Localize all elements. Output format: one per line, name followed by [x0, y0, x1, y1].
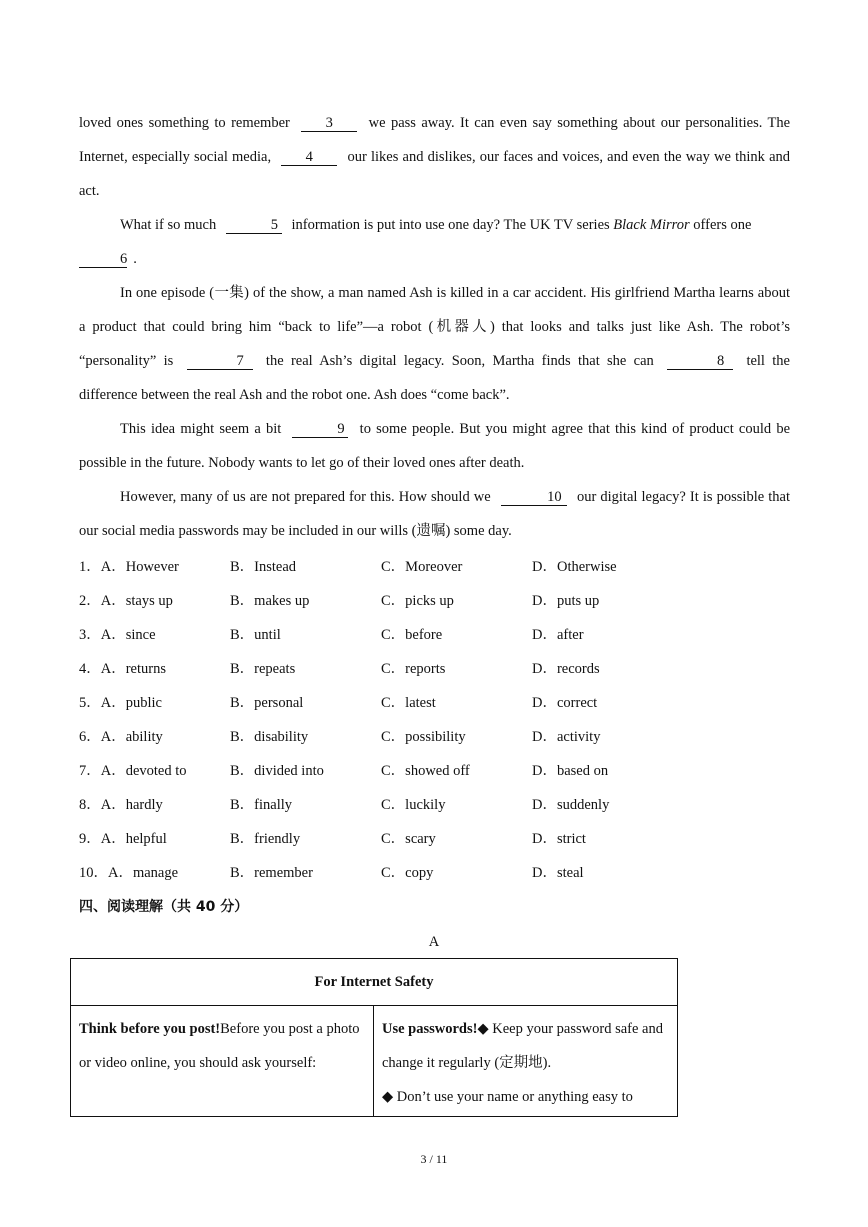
paragraph-5 [79, 480, 790, 548]
blank-5: 5 [226, 217, 282, 234]
option-b: B．divided into [230, 763, 324, 779]
blank-3: 3 [301, 115, 357, 132]
option-c: C．copy [381, 865, 434, 881]
option-row-7 [79, 754, 790, 788]
options-list [79, 550, 790, 890]
option-row-2 [79, 584, 790, 618]
text: our likes and dislikes, our faces and voices, and even the way we think and act. [79, 149, 791, 199]
cell-text: ◆ Don’t use your name or anything easy to [382, 1089, 633, 1105]
option-row-3 [79, 618, 790, 652]
option-d: D．after [532, 627, 584, 643]
text: In one episode (一集) of the show, a man named Ash is killed in a car accident. His girlfriend Martha learns about a product that could bring him “back to life”—a robot (机器人) that looks and talks just like Ash. The robot’s “personality” is [79, 285, 790, 369]
blank-4: 4 [281, 149, 337, 166]
option-b: B．remember [230, 865, 313, 881]
text: we pass away. It can even say something about our personalities. The Internet, especially social media, [79, 115, 791, 165]
option-d: D．puts up [532, 593, 600, 609]
option-row-4 [79, 652, 790, 686]
option-a: 8．A．hardly [79, 797, 163, 813]
text: loved ones something to remember [79, 115, 290, 131]
section-title: 四、阅读理解（共 40 分） [79, 899, 249, 915]
text: our digital legacy? It is possible that our social media passwords may be included in our wills (遗嘱) some day. [79, 489, 791, 539]
option-c: C．showed off [381, 763, 470, 779]
option-d: D．Otherwise [532, 559, 617, 575]
option-b: B．finally [230, 797, 293, 813]
paragraph-1 [79, 106, 790, 208]
option-c: C．possibility [381, 729, 466, 745]
option-a: 7．A．devoted to [79, 763, 187, 779]
option-row-8 [79, 788, 790, 822]
blank-9: 9 [292, 421, 348, 438]
option-a: 1．A．However [79, 559, 179, 575]
option-d: D．records [532, 661, 600, 677]
paragraph-3 [79, 276, 790, 412]
blank-6: 6 [79, 251, 127, 268]
text: This idea might seem a bit [120, 421, 282, 437]
option-b: B．makes up [230, 593, 310, 609]
option-a: 3．A．since [79, 627, 156, 643]
text: tell the difference between the real Ash and the robot one. Ash does “come back”. [79, 353, 790, 403]
option-c: C．before [381, 627, 443, 643]
option-row-5 [79, 686, 790, 720]
option-a: 2．A．stays up [79, 593, 173, 609]
option-b: B．repeats [230, 661, 296, 677]
option-a: 10．A．manage [79, 865, 179, 881]
option-b: B．disability [230, 729, 309, 745]
option-a: 5．A．public [79, 695, 162, 711]
option-b: B．friendly [230, 831, 301, 847]
text: to some people. But you might agree that this kind of product could be possible in the future. Nobody wants to let go of their loved ones after death. [79, 421, 791, 471]
cell-heading: Think before you post! [79, 1021, 221, 1037]
table-cell-left [71, 1006, 374, 1117]
text: the real Ash’s digital legacy. Soon, Martha finds that she can [265, 353, 654, 369]
blank-8: 8 [667, 353, 733, 370]
paragraph-2 [79, 208, 790, 276]
text: However, many of us are not prepared for this. How should we [120, 489, 491, 505]
option-d: D．based on [532, 763, 609, 779]
option-d: D．steal [532, 865, 584, 881]
table-cell-right [374, 1006, 678, 1117]
text: offers one [693, 217, 752, 233]
option-a: 4．A．returns [79, 661, 166, 677]
show-title: Black Mirror [613, 217, 690, 233]
option-row-9 [79, 822, 790, 856]
blank-7: 7 [187, 353, 253, 370]
option-c: C．latest [381, 695, 436, 711]
internet-safety-table [70, 958, 678, 1117]
option-c: C．reports [381, 661, 446, 677]
option-c: C．scary [381, 831, 436, 847]
option-b: B．until [230, 627, 281, 643]
cell-heading: Use passwords! [382, 1021, 478, 1037]
option-row-1 [79, 550, 790, 584]
table-header: For Internet Safety [71, 959, 678, 1006]
option-a: 6．A．ability [79, 729, 163, 745]
option-c: C．picks up [381, 593, 454, 609]
passage-label: A [428, 934, 440, 950]
option-d: D．strict [532, 831, 586, 847]
option-row-10 [79, 856, 790, 890]
option-b: B．personal [230, 695, 304, 711]
option-c: C．luckily [381, 797, 446, 813]
option-row-6 [79, 720, 790, 754]
cell-text: ◆ Keep your password safe and change it regularly (定期地). [382, 1021, 663, 1071]
text: . [133, 251, 137, 267]
page-number: 3 / 11 [420, 1152, 448, 1166]
option-d: D．correct [532, 695, 598, 711]
option-d: D．activity [532, 729, 601, 745]
text: information is put into use one day? The UK TV series [291, 217, 610, 233]
cell-text: Before you post a photo or video online, you should ask yourself: [79, 1021, 360, 1071]
option-d: D．suddenly [532, 797, 610, 813]
option-a: 9．A．helpful [79, 831, 167, 847]
option-b: B．Instead [230, 559, 297, 575]
text: What if so much [120, 217, 217, 233]
paragraph-4 [79, 412, 790, 480]
cloze-passage [79, 106, 790, 548]
blank-10: 10 [501, 489, 567, 506]
option-c: C．Moreover [381, 559, 463, 575]
